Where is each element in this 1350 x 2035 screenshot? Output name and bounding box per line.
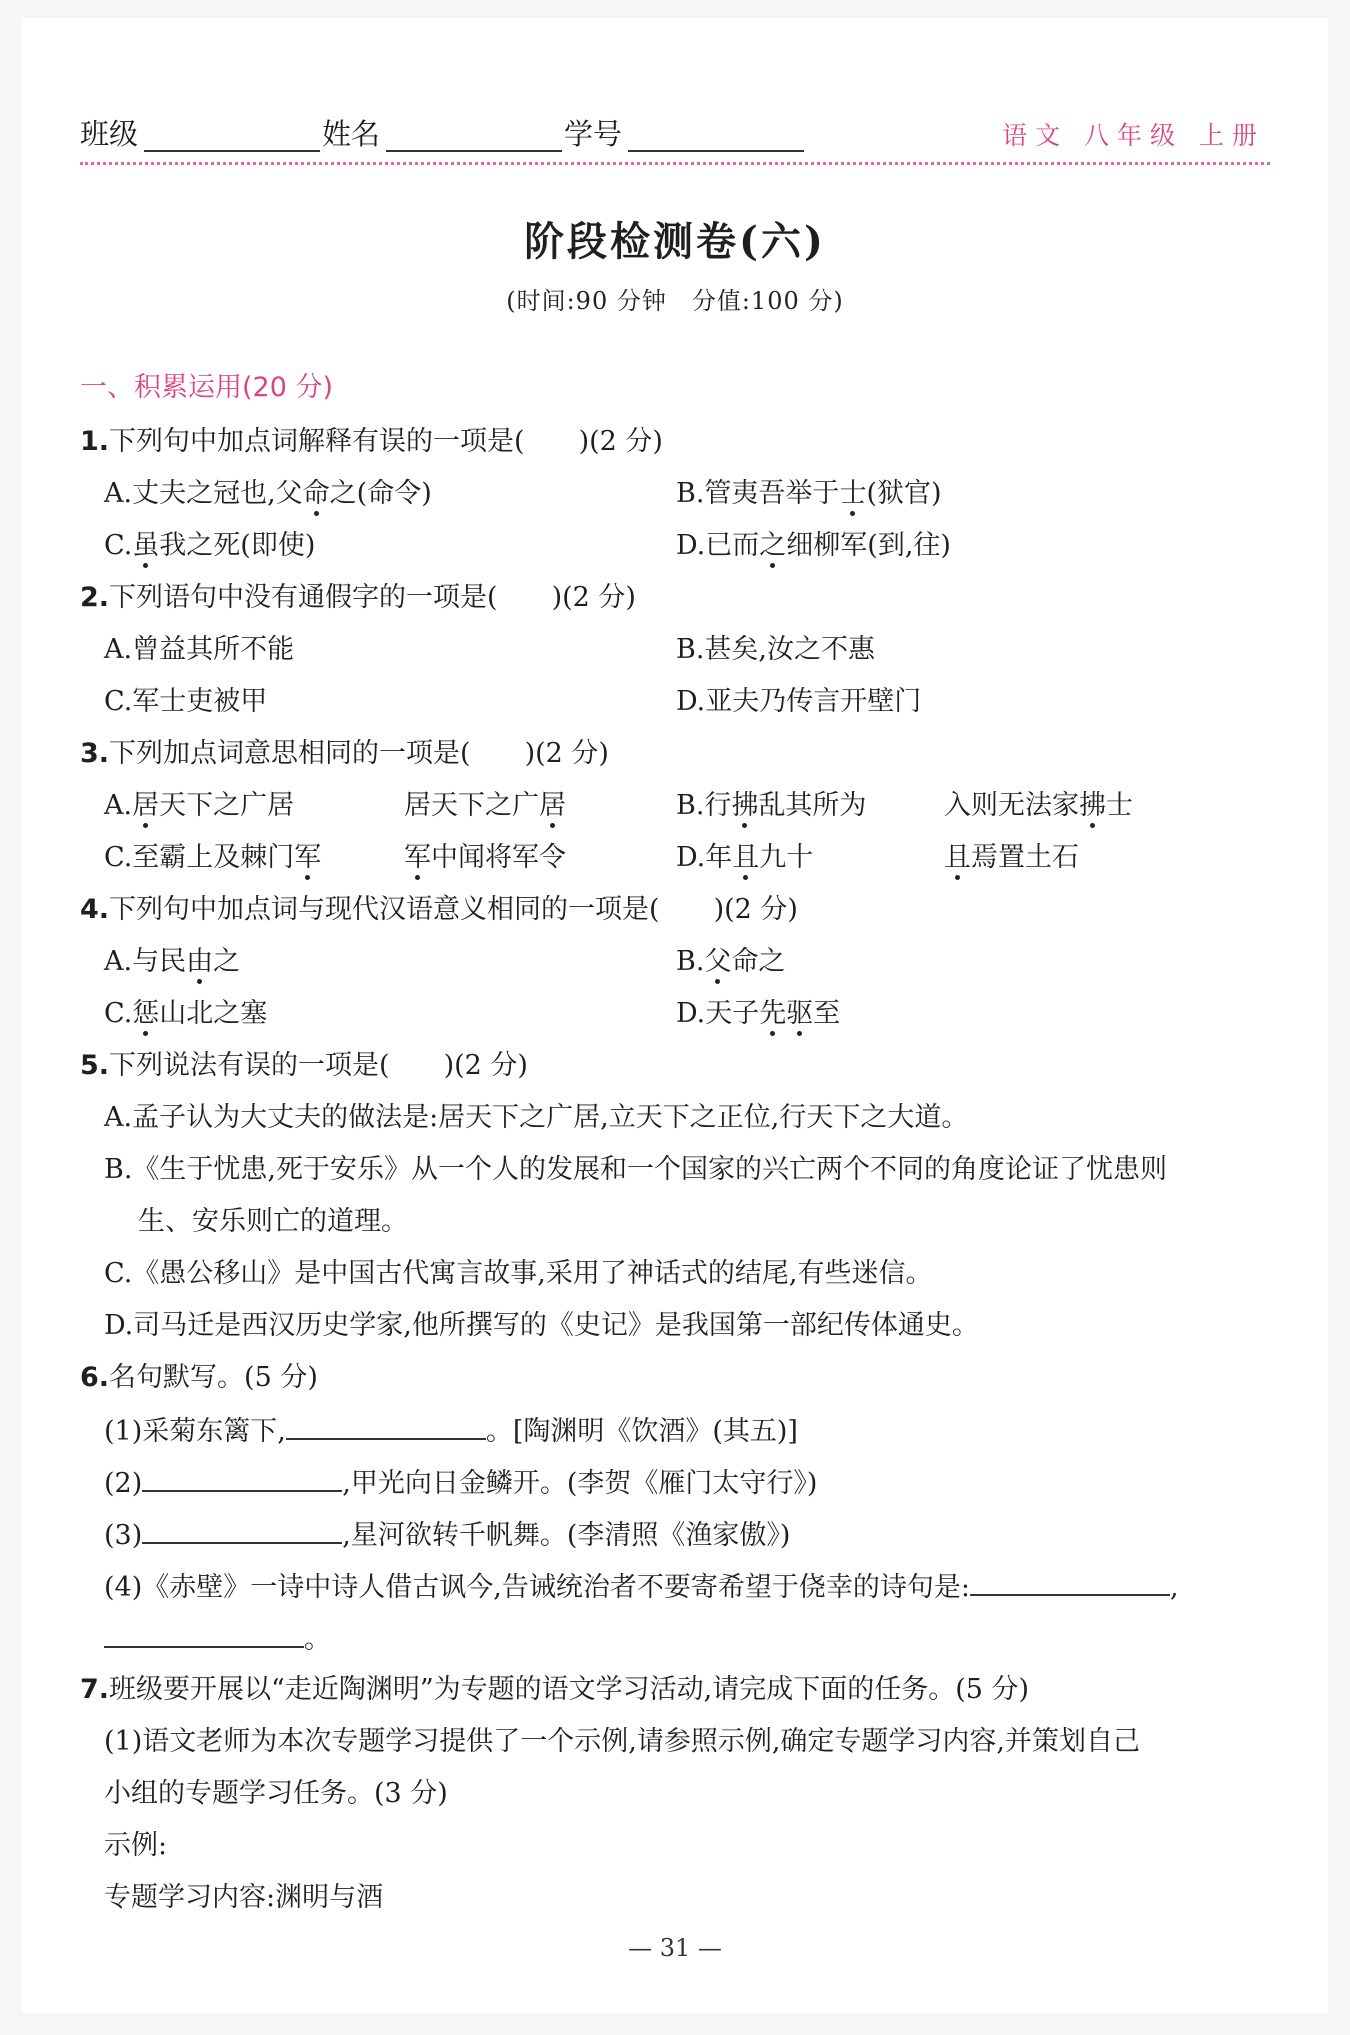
page-number: — 31 — (628, 1934, 722, 1962)
question-number: 3. (80, 738, 110, 769)
option-b-pair: 入则无法家拂士 (944, 790, 1133, 821)
question-stem: 下列说法有误的一项是( )(2 分) (109, 1050, 528, 1081)
option-b[interactable]: B.管夷吾举于士(狱官) (676, 478, 942, 509)
question-number: 6. (80, 1362, 110, 1393)
option-a[interactable]: A.曾益其所不能 (104, 634, 295, 665)
recitation-item-2: (2) ,甲光向日金鳞开。(李贺《雁门太守行》) (104, 1464, 817, 1502)
question-3 (80, 736, 609, 772)
question-stem: 名句默写。(5 分) (109, 1362, 318, 1393)
answer-blank[interactable] (104, 1620, 304, 1648)
option-d[interactable]: D.年且九十 (676, 842, 814, 873)
class-label: 班级 (80, 117, 139, 151)
example-content: 专题学习内容:渊明与酒 (104, 1882, 384, 1913)
subject-grade-label: 语文 八年级 上册 (1002, 121, 1265, 150)
option-d[interactable]: D.天子先驱至 (676, 998, 841, 1029)
option-d[interactable]: D.亚夫乃传言开壁门 (676, 686, 922, 717)
option-c[interactable]: C.军士吏被甲 (104, 686, 268, 717)
task-paragraph-continued: 小组的专题学习任务。(3 分) (104, 1778, 448, 1809)
answer-blank[interactable] (142, 1516, 342, 1544)
option-c[interactable]: C.虽我之死(即使) (104, 530, 316, 561)
option-a[interactable]: A.丈夫之冠也,父命之(命令) (104, 478, 432, 509)
recitation-item-4-continued: 。 (104, 1620, 331, 1658)
question-number: 4. (80, 894, 110, 925)
question-1 (80, 424, 663, 460)
option-b[interactable]: B.行拂乱其所为 (676, 790, 867, 821)
class-blank[interactable] (144, 150, 320, 152)
question-5 (80, 1048, 528, 1084)
question-6 (80, 1360, 318, 1396)
option-a[interactable]: A.居天下之广居 (104, 790, 295, 821)
option-b-continued: 生、安乐则亡的道理。 (138, 1206, 408, 1237)
option-c[interactable]: C.《愚公移山》是中国古代寓言故事,采用了神话式的结尾,有些迷信。 (104, 1258, 933, 1289)
answer-blank[interactable] (970, 1568, 1170, 1596)
question-stem: 下列句中加点词解释有误的一项是( )(2 分) (109, 426, 663, 457)
name-blank[interactable] (386, 150, 562, 152)
option-c-pair: 军中闻将军令 (404, 842, 566, 873)
question-7 (80, 1672, 1029, 1708)
option-c[interactable]: C.惩山北之塞 (104, 998, 268, 1029)
question-stem: 下列加点词意思相同的一项是( )(2 分) (109, 738, 609, 769)
recitation-item-4: (4)《赤壁》一诗中诗人借古讽今,告诫统治者不要寄希望于侥幸的诗句是: , (104, 1568, 1179, 1606)
option-b[interactable]: B.甚矣,汝之不惠 (676, 634, 876, 665)
option-b[interactable]: B.《生于忧患,死于安乐》从一个人的发展和一个国家的兴亡两个不同的角度论证了忧患则 (104, 1154, 1168, 1185)
section-heading: 一、积累运用(20 分) (80, 372, 334, 403)
question-number: 5. (80, 1050, 110, 1081)
question-number: 1. (80, 426, 110, 457)
option-d[interactable]: D.司马迁是西汉历史学家,他所撰写的《史记》是我国第一部纪传体通史。 (104, 1310, 979, 1341)
answer-blank[interactable] (286, 1412, 486, 1440)
answer-blank[interactable] (142, 1464, 342, 1492)
student-info-header (80, 112, 1265, 162)
question-stem: 下列句中加点词与现代汉语意义相同的一项是( )(2 分) (109, 894, 798, 925)
student-id-label: 学号 (564, 117, 623, 151)
question-stem: 下列语句中没有通假字的一项是( )(2 分) (109, 582, 636, 613)
option-c[interactable]: C.至霸上及棘门军 (104, 842, 322, 873)
student-id-blank[interactable] (628, 150, 804, 152)
question-number: 2. (80, 582, 110, 613)
option-a[interactable]: A.与民由之 (104, 946, 241, 977)
question-2 (80, 580, 636, 616)
name-label: 姓名 (322, 117, 381, 151)
recitation-item-3: (3) ,星河欲转千帆舞。(李清照《渔家傲》) (104, 1516, 790, 1554)
question-number: 7. (80, 1674, 110, 1705)
header-divider (80, 162, 1270, 165)
option-a[interactable]: A.孟子认为大丈夫的做法是:居天下之广居,立天下之正位,行天下之大道。 (104, 1102, 969, 1133)
question-stem: 班级要开展以“走近陶渊明”为专题的语文学习活动,请完成下面的任务。(5 分) (109, 1674, 1030, 1705)
option-a-pair: 居天下之广居 (404, 790, 566, 821)
recitation-item-1: (1)采菊东篱下, 。[陶渊明《饮酒》(其五)] (104, 1412, 798, 1450)
question-4 (80, 892, 798, 928)
example-label: 示例: (104, 1830, 168, 1861)
option-b[interactable]: B.父命之 (676, 946, 786, 977)
exam-time-score: (时间:90 分钟 分值:100 分) (506, 287, 844, 315)
option-d[interactable]: D.已而之细柳军(到,往) (676, 530, 951, 561)
option-d-pair: 且焉置土石 (944, 842, 1079, 873)
exam-title: 阶段检测卷(六) (524, 218, 826, 265)
task-paragraph: (1)语文老师为本次专题学习提供了一个示例,请参照示例,确定专题学习内容,并策划自己 (104, 1726, 1140, 1757)
